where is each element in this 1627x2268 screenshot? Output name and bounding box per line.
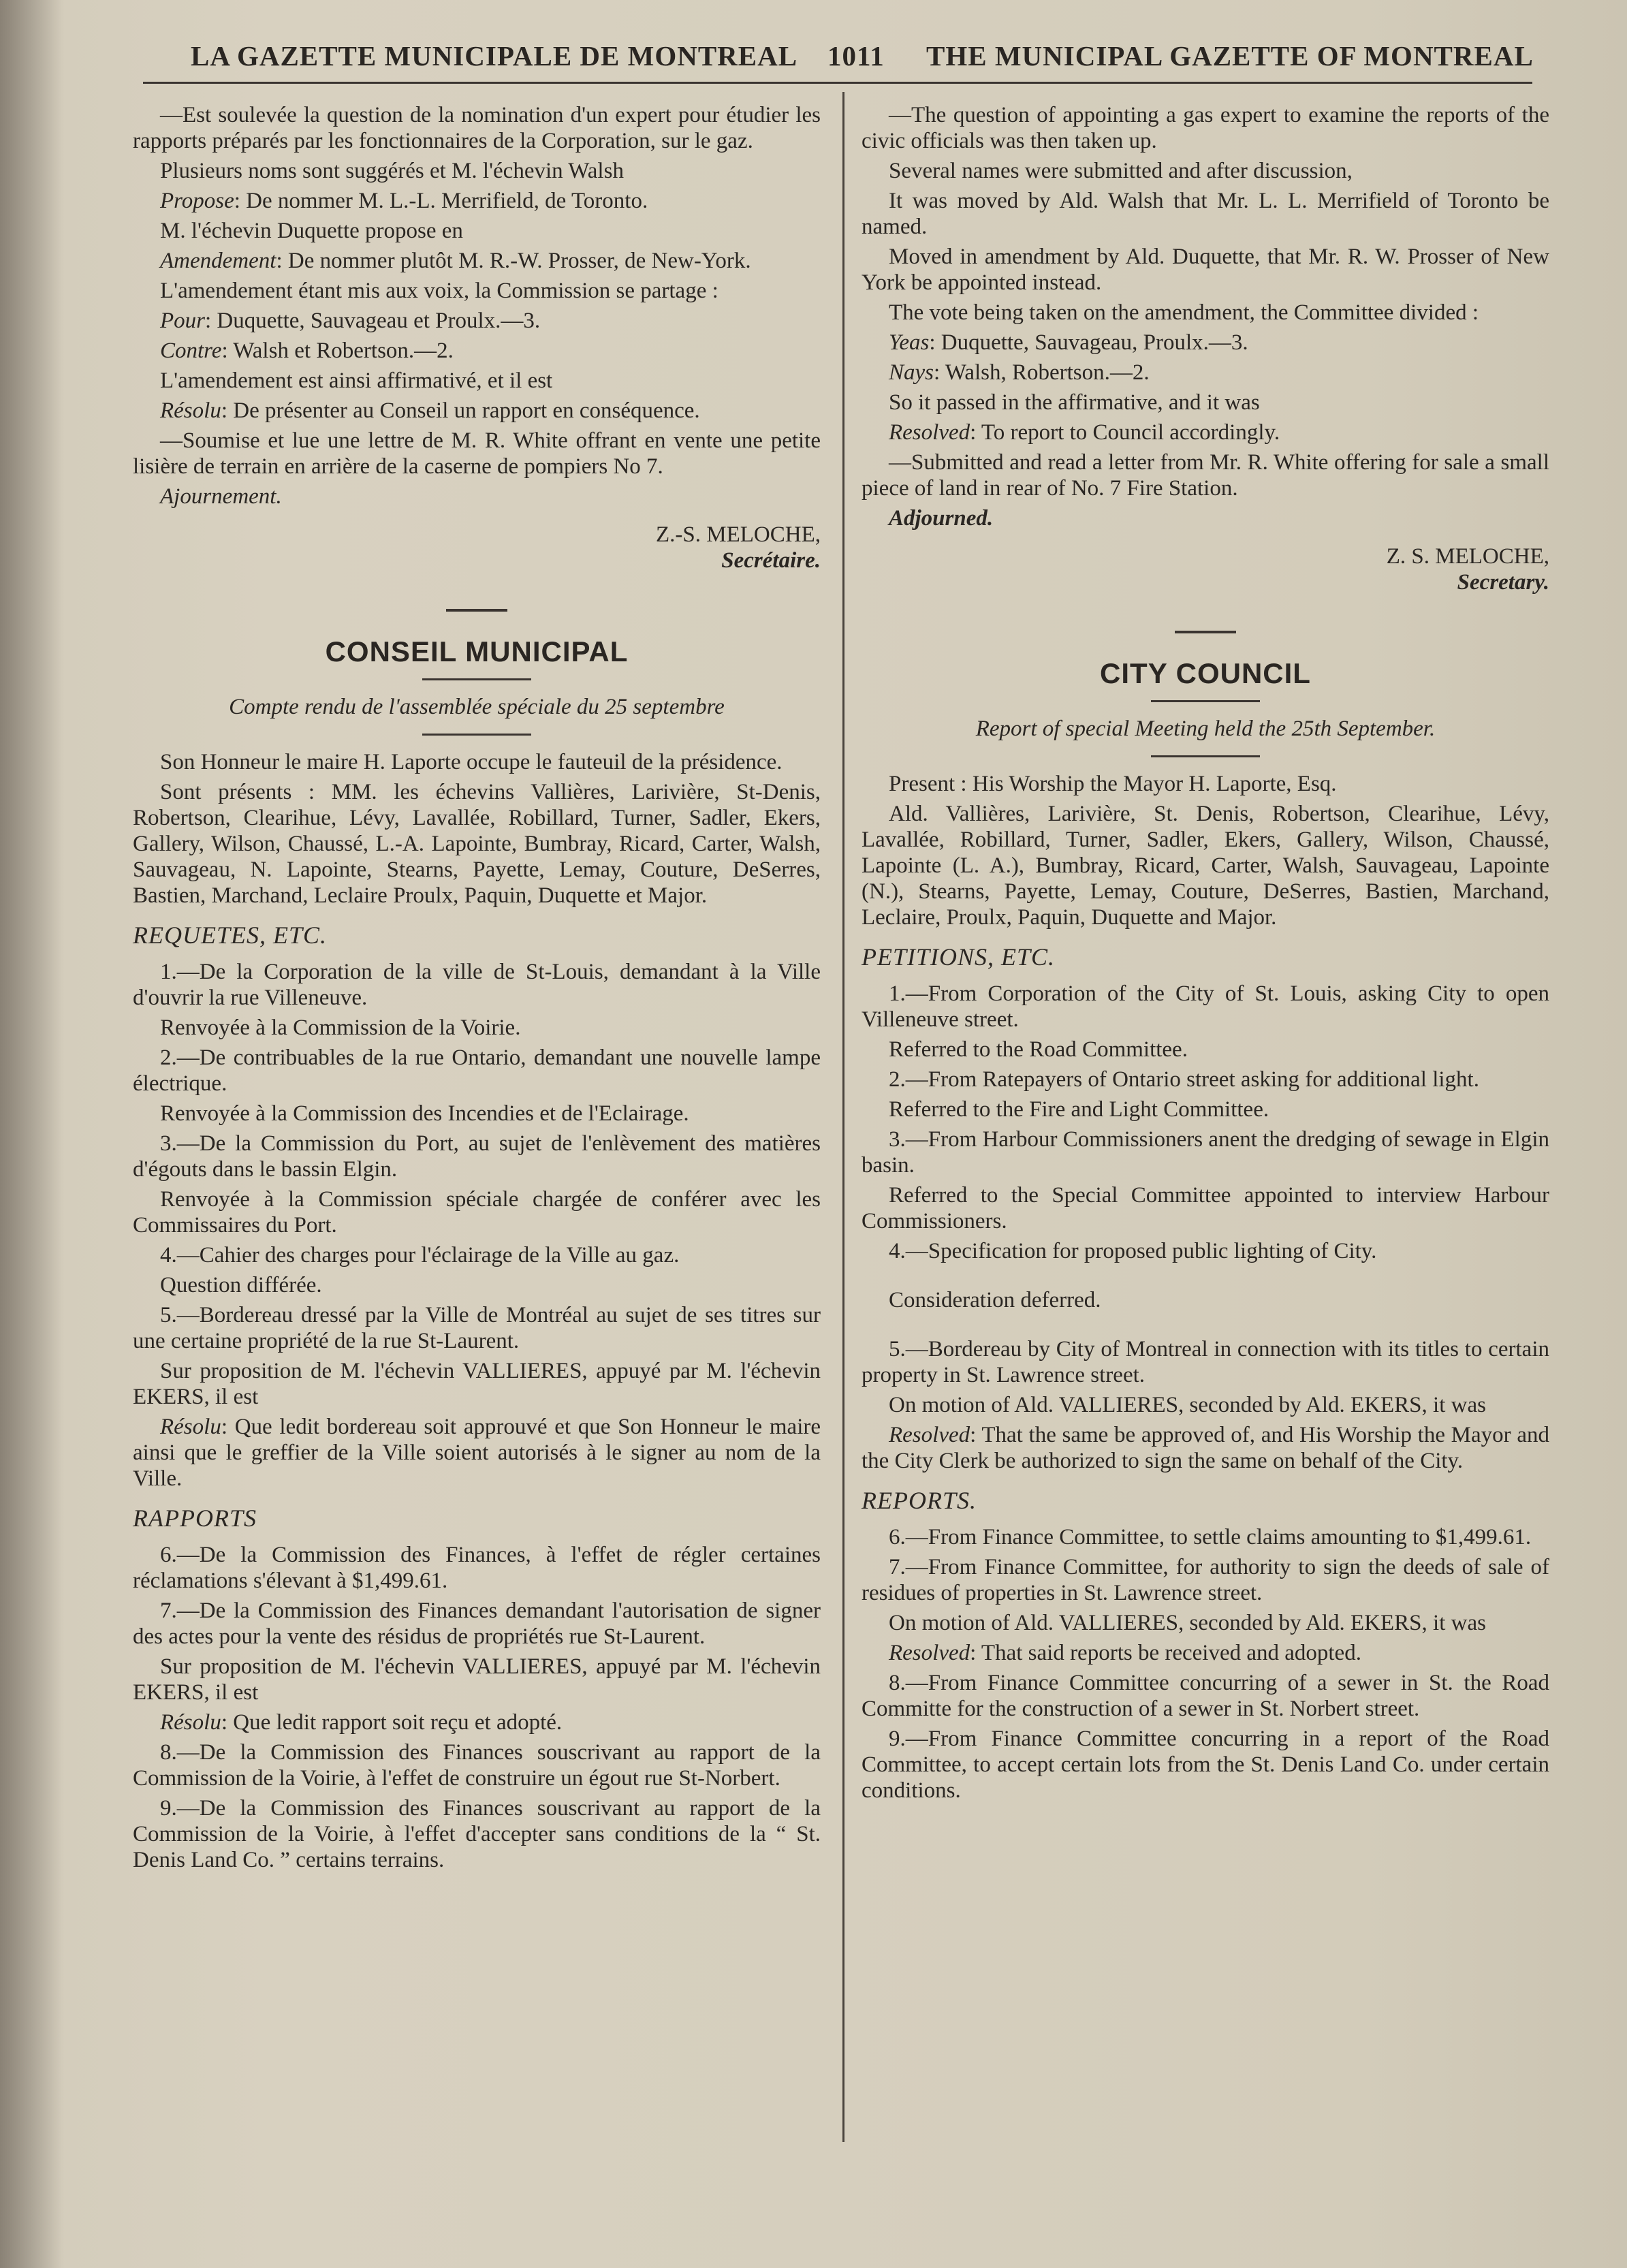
section-heading: PETITIONS, ETC. (862, 943, 1056, 971)
paragraph: M. l'échevin Duquette propose en (160, 219, 463, 243)
item (133, 1710, 821, 1735)
paragraph: So it passed in the affirmative, and it was (889, 390, 1260, 415)
signature-title: Secrétaire. (721, 548, 821, 573)
paragraph: L'amendement est ainsi affirmativé, et il est (160, 368, 553, 393)
paragraph: —Est soulevée la question de la nomination d'un expert pour étudier les rapports préparés par les fonctionnaires de la Corporation, sur le gaz. (133, 103, 821, 153)
adjournment: Adjourned. (889, 506, 994, 531)
item: On motion of Ald. VALLIERES, seconded by Ald. EKERS, it was (889, 1393, 1486, 1417)
paragraph: The vote being taken on the amendment, the Committee divided : (889, 300, 1479, 325)
paragraph: Present : His Worship the Mayor H. Laporte, Esq. (889, 772, 1337, 796)
item: Renvoyée à la Commission des Incendies et de l'Eclairage. (160, 1101, 689, 1126)
text: : De présenter au Conseil un rapport en conséquence. (221, 398, 700, 423)
paragraph: It was moved by Ald. Walsh that Mr. L. L. Merrifield of Toronto be named. (862, 189, 1549, 239)
header-english-title: THE MUNICIPAL GAZETTE OF MONTREAL (926, 40, 1534, 72)
label: Contre (160, 338, 222, 363)
text: : That said reports be received and adopted. (970, 1641, 1361, 1665)
english-column (862, 102, 1549, 1808)
signature-block (862, 544, 1549, 595)
item: 7.—From Finance Committee, for authority to sign the deeds of sale of residues of properties in St. Lawrence street. (862, 1555, 1549, 1605)
signature-name: Z.-S. MELOCHE, (656, 522, 821, 547)
running-header (143, 40, 1534, 80)
item: On motion of Ald. VALLIERES, seconded by Ald. EKERS, it was (889, 1611, 1486, 1635)
paragraph: Ald. Vallières, Larivière, St. Denis, Robertson, Clearihue, Lévy, Lavallée, Robillard, Turner, Sadler, Ekers, Gallery, Wilson, Chaussé, Lapointe (L. A.), Bumbray, Ricard, Carter, Walsh, Sauvageau, Lapointe (N.), Stearns, Payette, Lemay, Couture, DeSerres, Bastien, Marchand, Leclaire, Proulx, Paquin, Duquette and Major. (862, 802, 1549, 930)
spacer (862, 1268, 1549, 1287)
column-divider (842, 92, 844, 2142)
item: Question différée. (160, 1273, 322, 1297)
text: : Duquette, Sauvageau, Proulx.—3. (929, 330, 1248, 355)
paragraph (862, 360, 1549, 385)
paragraph: L'amendement étant mis aux voix, la Commission se partage : (160, 279, 718, 303)
header-rule (143, 82, 1532, 84)
label: Resolved (889, 1641, 970, 1665)
text: : Que ledit bordereau soit approuvé et que Son Honneur le maire ainsi que le greffier de la Ville soient autorisés à le signer au nom de la Ville. (133, 1415, 821, 1491)
meeting-subtitle: Compte rendu de l'assemblée spéciale du 25 septembre (229, 695, 725, 719)
paragraph (862, 330, 1549, 356)
paragraph (133, 338, 821, 364)
item: Referred to the Special Committee appointed to interview Harbour Commissioners. (862, 1183, 1549, 1233)
item: 1.—From Corporation of the City of St. Louis, asking City to open Villeneuve street. (862, 981, 1549, 1032)
label: Résolu (160, 398, 221, 423)
paragraph: Plusieurs noms sont suggérés et M. l'échevin Walsh (160, 159, 624, 183)
text: : Walsh et Robertson.—2. (221, 338, 454, 363)
meeting-subtitle: Report of special Meeting held the 25th September. (975, 716, 1436, 741)
section-rule (446, 609, 507, 612)
section-rule (1175, 631, 1236, 633)
item: Renvoyée à la Commission de la Voirie. (160, 1015, 521, 1040)
item: 5.—Bordereau by City of Montreal in connection with its titles to certain property in St. Lawrence street. (862, 1337, 1549, 1387)
heading-rule (422, 678, 531, 680)
paragraph (133, 308, 821, 334)
french-column (133, 102, 821, 1877)
label: Résolu (160, 1710, 221, 1735)
section-heading: REQUETES, ETC. (133, 922, 328, 949)
label: Résolu (160, 1415, 221, 1439)
paragraph: Son Honneur le maire H. Laporte occupe le fauteuil de la présidence. (160, 750, 783, 774)
label: Nays (889, 360, 934, 385)
item (862, 1422, 1549, 1474)
paragraph: Sont présents : MM. les échevins Vallières, Larivière, St-Denis, Robertson, Clearihue, Lévy, Lavallée, Robillard, Turner, Sadler, Ekers, Gallery, Wilson, Chaussé, L.-A. Lapointe, Bumbray, Ricard, Carter, Walsh, Sauvageau, N. Lapointe, Stearns, Payette, Lemay, Couture, DeSerres, Bastien, Marchand, Leclaire Proulx, Paquin, Duquette et Major. (133, 780, 821, 908)
item: 5.—Bordereau dressé par la Ville de Montréal au sujet de ses titres sur une certaine propriété de la rue St-Laurent. (133, 1303, 821, 1353)
paragraph: Moved in amendment by Ald. Duquette, that Mr. R. W. Prosser of New York be appointed instead. (862, 245, 1549, 295)
item: 7.—De la Commission des Finances demandant l'autorisation de signer des actes pour la vente des résidus de propriétés rue St-Laurent. (133, 1598, 821, 1649)
signature-name: Z. S. MELOCHE, (1386, 544, 1549, 569)
item: 6.—From Finance Committee, to settle claims amounting to $1,499.61. (889, 1525, 1532, 1549)
paragraph: —The question of appointing a gas expert to examine the reports of the civic officials was then taken up. (862, 103, 1549, 153)
text: : To report to Council accordingly. (970, 420, 1280, 445)
heading-rule (422, 734, 531, 736)
binding-gutter (0, 0, 65, 2268)
header-french-title: LA GAZETTE MUNICIPALE DE MONTREAL (191, 40, 798, 72)
item: Renvoyée à la Commission spéciale chargée de conférer avec les Commissaires du Port. (133, 1187, 821, 1238)
item: 3.—De la Commission du Port, au sujet de l'enlèvement des matières d'égouts dans le bassin Elgin. (133, 1131, 821, 1182)
text: : That the same be approved of, and His Worship the Mayor and the City Clerk be authorized to sign the same on behalf of the City. (862, 1423, 1549, 1473)
paragraph (133, 398, 821, 424)
item: Referred to the Fire and Light Committee. (889, 1097, 1269, 1122)
label: Resolved (889, 1423, 970, 1447)
paragraph: —Submitted and read a letter from Mr. R. White offering for sale a small piece of land in rear of No. 7 Fire Station. (862, 450, 1549, 501)
item: 2.—From Ratepayers of Ontario street asking for additional light. (889, 1067, 1479, 1092)
paragraph (133, 248, 821, 274)
text: : De nommer plutôt M. R.-W. Prosser, de New-York. (276, 249, 751, 273)
paragraph (133, 188, 821, 214)
council-heading: CITY COUNCIL (1100, 657, 1311, 689)
item: Sur proposition de M. l'échevin VALLIERES, appuyé par M. l'échevin EKERS, il est (133, 1359, 821, 1409)
item: Sur proposition de M. l'échevin VALLIERES, appuyé par M. l'échevin EKERS, il est (133, 1654, 821, 1705)
item: 4.—Cahier des charges pour l'éclairage de la Ville au gaz. (160, 1243, 680, 1267)
council-heading: CONSEIL MUNICIPAL (325, 635, 629, 667)
item: Consideration deferred. (889, 1288, 1101, 1312)
paragraph: Several names were submitted and after discussion, (889, 159, 1353, 183)
item: 2.—De contribuables de la rue Ontario, demandant une nouvelle lampe électrique. (133, 1045, 821, 1096)
text: : Que ledit rapport soit reçu et adopté. (221, 1710, 563, 1735)
signature-title: Secretary. (1457, 570, 1549, 595)
page-number: 1011 (827, 40, 885, 72)
item: 8.—De la Commission des Finances souscrivant au rapport de la Commission de la Voirie, à l'effet de construire un égout rue St-Norbert. (133, 1740, 821, 1791)
item: Referred to the Road Committee. (889, 1037, 1188, 1062)
paragraph: —Soumise et lue une lettre de M. R. White offrant en vente une petite lisière de terrain en arrière de la caserne de pompiers No 7. (133, 428, 821, 479)
heading-rule (1151, 755, 1260, 757)
item: 9.—De la Commission des Finances souscrivant au rapport de la Commission de la Voirie, à l'effet d'accepter sans conditions de la “ St. Denis Land Co. ” certains terrains. (133, 1796, 821, 1872)
item (862, 1640, 1549, 1666)
item: 9.—From Finance Committee concurring in a report of the Road Committee, to accept certain lots from the St. Denis Land Co. under certain conditions. (862, 1727, 1549, 1803)
spacer (862, 1317, 1549, 1336)
item: 6.—De la Commission des Finances, à l'effet de régler certaines réclamations s'élevant à $1,499.61. (133, 1543, 821, 1593)
text: : De nommer M. L.-L. Merrifield, de Toronto. (234, 189, 648, 213)
signature-block (133, 522, 821, 573)
label: Propose (160, 189, 234, 213)
label: Pour (160, 309, 205, 333)
label: Resolved (889, 420, 970, 445)
section-heading: REPORTS. (862, 1487, 977, 1514)
item: 3.—From Harbour Commissioners anent the dredging of sewage in Elgin basin. (862, 1127, 1549, 1178)
text: : Walsh, Robertson.—2. (934, 360, 1150, 385)
item (133, 1414, 821, 1492)
label: Yeas (889, 330, 930, 355)
paragraph (862, 420, 1549, 445)
label: Amendement (160, 249, 277, 273)
section-heading: RAPPORTS (133, 1505, 257, 1532)
item: 4.—Specification for proposed public lighting of City. (889, 1239, 1377, 1263)
heading-rule (1151, 700, 1260, 702)
item: 1.—De la Corporation de la ville de St-Louis, demandant à la Ville d'ouvrir la rue Villeneuve. (133, 960, 821, 1010)
text: : Duquette, Sauvageau et Proulx.—3. (205, 309, 541, 333)
item: 8.—From Finance Committee concurring of a sewer in St. the Road Committe for the construction of a sewer in St. Norbert street. (862, 1671, 1549, 1721)
adjournment: Ajournement. (160, 484, 282, 509)
